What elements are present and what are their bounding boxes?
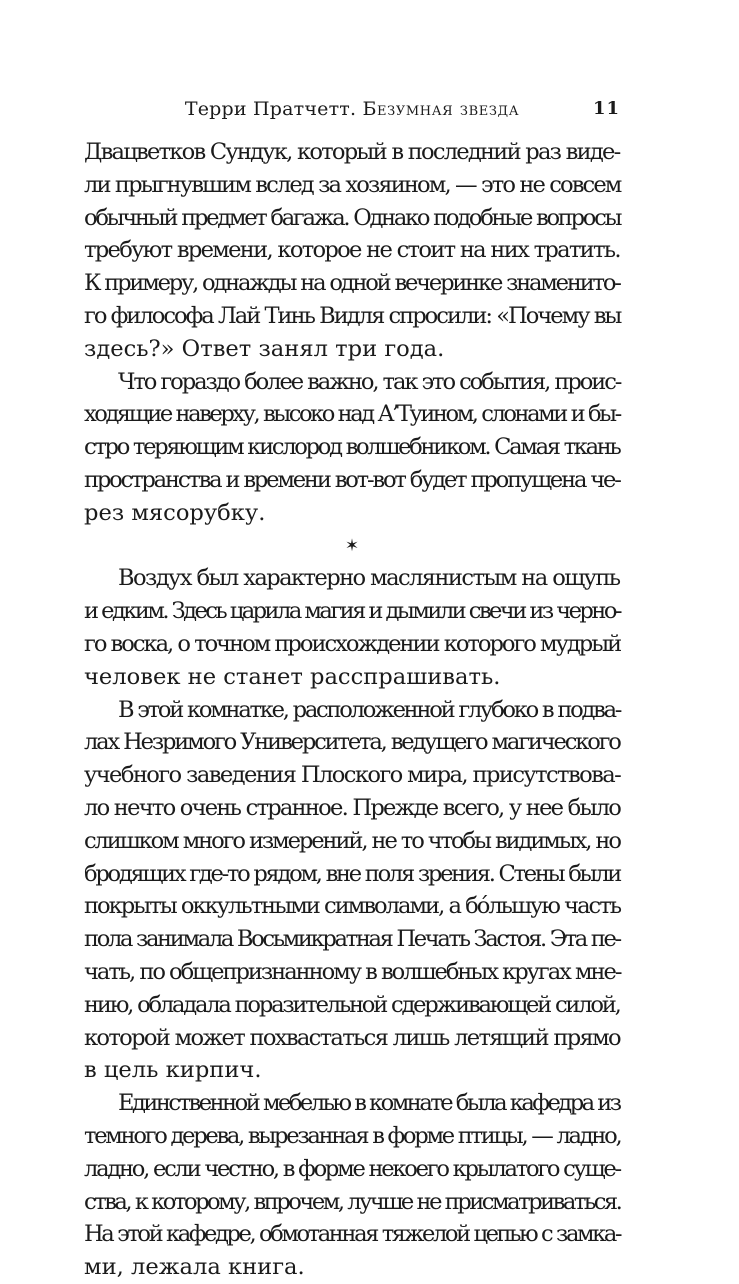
text-line: В этой комнатке, расположенной глубоко в подва- — [118, 696, 621, 723]
text-line: ло нечто очень странное. Прежде всего, у нее было — [84, 794, 621, 821]
text-line: пространства и времени вот-вот будет пропущена че- — [84, 466, 620, 493]
text-line: ства, к которому, впрочем, лучше не присматриваться. — [84, 1188, 621, 1215]
text-line: ли прыгнувшим вслед за хозяином, — это не совсем — [84, 171, 621, 198]
text-line: в цель кирпич. — [84, 1057, 262, 1084]
section-divider-asterism: ✶ — [344, 535, 360, 556]
text-line: лах Незримого Университета, ведущего магического — [84, 729, 620, 756]
text-line: обычный предмет багажа. Однако подобные вопросы — [84, 204, 621, 231]
text-line: чать, по общепризнанному в волшебных кругах мне- — [84, 958, 621, 985]
text-line: ладно, если честно, в форме некоего крылатого суще- — [84, 1155, 620, 1182]
text-line: требуют времени, которое не стоит на них тратить. — [84, 237, 620, 264]
text-line: Двацветков Сундук, который в последний раз виде- — [84, 139, 620, 165]
text-line: и едким. Здесь царила магия и дымили свечи из черно- — [84, 598, 620, 625]
text-line: покрыты оккультными символами, а бóльшую часть — [84, 893, 620, 920]
text-line: го воска, о точном происхождении которого мудрый — [84, 630, 621, 657]
page-number: 11 — [592, 98, 620, 119]
running-head — [84, 98, 620, 120]
text-line: ходящие наверху, высоко над А’Туином, слонами и бы- — [84, 401, 620, 428]
text-line: ми, лежала книга. — [84, 1254, 305, 1281]
text-line: нию, обладала поразительной сдерживающей силой, — [84, 991, 620, 1018]
text-line: стро теряющим кислород волшебником. Самая ткань — [84, 434, 620, 461]
text-line: которой может похвастаться лишь летящий прямо — [84, 1024, 620, 1051]
text-line: здесь?» Ответ занял три года. — [84, 335, 445, 362]
text-line: пола занимала Восьмикратная Печать Застоя. Эта пе- — [84, 926, 620, 953]
text-line: го философа Лай Тинь Видля спросили: «Почему вы — [84, 302, 621, 329]
paragraph — [84, 136, 620, 366]
paragraph — [84, 562, 620, 693]
text-line: учебного заведения Плоского мира, присутствова- — [84, 762, 621, 789]
page-header — [84, 98, 620, 124]
header-book-title: Безумная звезда — [362, 98, 520, 120]
text-line: Воздух был характерно маслянистым на ощупь — [118, 565, 620, 592]
header-author: Терри Пратчетт. — [184, 98, 357, 120]
text-line: человек не станет расспрашивать. — [84, 663, 501, 690]
paragraph — [84, 1087, 620, 1284]
text-line: бродящих где-то рядом, вне поля зрения. Стены были — [84, 860, 621, 887]
body-text — [84, 136, 620, 1284]
text-line: рез мясорубку. — [84, 499, 266, 526]
text-line: слишком много измерений, не то чтобы видимых, но — [84, 827, 620, 854]
text-line: Что гораздо более важно, так это события, проис- — [118, 368, 621, 395]
text-line: Единственной мебелью в комнате была кафедра из — [118, 1090, 620, 1117]
paragraph — [84, 366, 620, 530]
text-line: На этой кафедре, обмотанная тяжелой цепью с замка- — [84, 1221, 621, 1248]
text-line: темного дерева, вырезанная в форме птицы, — ладно, — [84, 1122, 621, 1149]
paragraph — [84, 694, 620, 1088]
text-line: К примеру, однажды на одной вечеринке знаменито- — [84, 270, 620, 297]
